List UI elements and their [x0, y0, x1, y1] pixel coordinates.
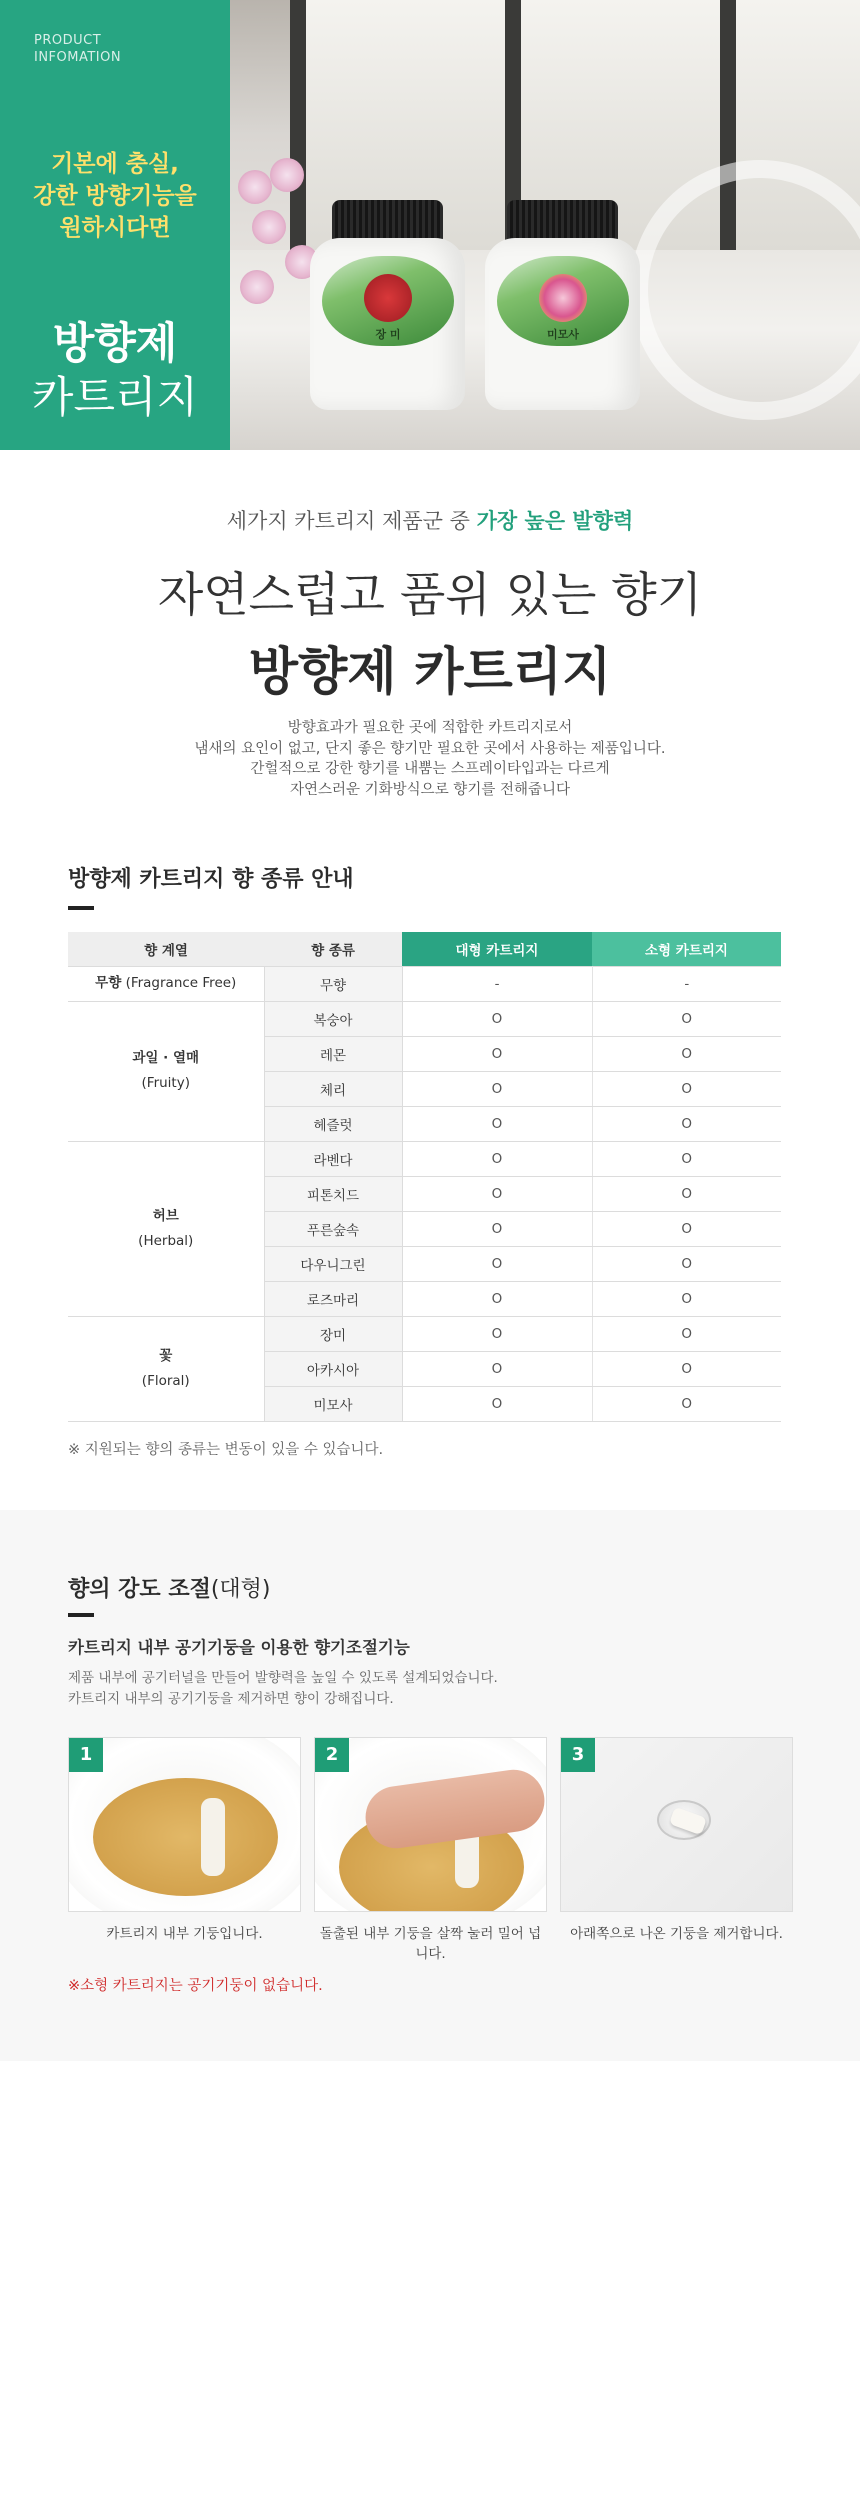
scent-name: 무향 [264, 966, 402, 1001]
scent-name: 복숭아 [264, 1001, 402, 1036]
large-availability: O [402, 1071, 592, 1106]
group-name-en: (Herbal) [138, 1232, 194, 1249]
group-name-en: (Fruity) [141, 1075, 190, 1091]
scent-name: 헤즐럿 [264, 1106, 402, 1141]
jar-label-rose: 장 미 [375, 328, 401, 341]
step-caption: 카트리지 내부 기둥입니다. [106, 1926, 263, 1942]
scent-name: 다우니그린 [264, 1246, 402, 1281]
desc-line: 카트리지 내부의 공기기둥을 제거하면 향이 강해집니다. [68, 1691, 394, 1707]
step-caption: 아래쪽으로 나온 기둥을 제거합니다. [570, 1926, 783, 1942]
header-scent: 향 종류 [264, 932, 402, 966]
intensity-subtitle: 카트리지 내부 공기기둥을 이용한 향기조절기능 [68, 1638, 410, 1657]
title-underline [68, 906, 94, 910]
title-underline [68, 1613, 94, 1617]
small-availability: O [592, 1246, 781, 1281]
small-availability: O [592, 1281, 781, 1316]
large-availability: O [402, 1141, 592, 1176]
tagline-line: 원하시다면 [59, 215, 171, 241]
small-availability: O [592, 1386, 781, 1421]
group-cell [68, 1316, 264, 1421]
tagline-line: 강한 방향기능을 [33, 183, 197, 209]
scent-name: 레몬 [264, 1036, 402, 1071]
table-row [68, 1141, 781, 1176]
large-availability: - [402, 966, 592, 1001]
scent-table [68, 932, 781, 1422]
desc-line: 제품 내부에 공기터널을 만들어 발향력을 높일 수 있도록 설계되었습니다. [68, 1670, 498, 1686]
sub-prefix: 세가지 카트리지 제품군 중 [226, 509, 477, 533]
headline-1: 자연스럽고 품위 있는 향기 [157, 568, 703, 623]
group-cell [68, 1001, 264, 1141]
scent-name: 라벤다 [264, 1141, 402, 1176]
table-row [68, 1001, 781, 1036]
large-availability: O [402, 1176, 592, 1211]
small-availability: O [592, 1071, 781, 1106]
table-row [68, 966, 781, 1001]
desc-line: 간헐적으로 강한 향기를 내뿜는 스프레이타입과는 다르게 [250, 761, 610, 777]
scent-name: 푸른숲속 [264, 1211, 402, 1246]
tagline-line: 기본에 충실, [51, 151, 179, 177]
small-availability: - [592, 966, 781, 1001]
scent-table-note: ※ 지원되는 향의 종류는 변동이 있을 수 있습니다. [68, 1442, 384, 1458]
step-number-badge: 1 [69, 1738, 103, 1772]
small-availability: O [592, 1351, 781, 1386]
intensity-description [68, 1668, 498, 1710]
header-family: 향 계열 [68, 932, 264, 966]
scent-name: 장미 [264, 1316, 402, 1351]
intensity-title-light: (대형) [210, 1577, 271, 1602]
scent-name: 아카시아 [264, 1351, 402, 1386]
large-availability: O [402, 1211, 592, 1246]
intensity-section [0, 1510, 860, 2061]
headline-2: 방향제 카트리지 [248, 643, 612, 702]
jar-label-mimosa: 미모사 [547, 328, 579, 341]
large-availability: O [402, 1246, 592, 1281]
group-cell [68, 1141, 264, 1316]
scent-name: 피톤치드 [264, 1176, 402, 1211]
large-availability: O [402, 1386, 592, 1421]
hero-title-bold: 방향제 [52, 319, 178, 369]
group-name: 허브 [152, 1207, 179, 1224]
group-name-en: (Floral) [141, 1372, 190, 1389]
sub-highlight: 가장 높은 발향력 [476, 509, 634, 533]
scent-name: 미모사 [264, 1386, 402, 1421]
scent-name: 로즈마리 [264, 1281, 402, 1316]
scent-name: 체리 [264, 1071, 402, 1106]
scent-table-title: 방향제 카트리지 향 종류 안내 [68, 867, 354, 892]
step-number-badge: 2 [315, 1738, 349, 1772]
air-column [201, 1798, 225, 1876]
small-availability: O [592, 1141, 781, 1176]
small-cartridge-warning: ※소형 카트리지는 공기기둥이 없습니다. [68, 1978, 323, 1994]
step-number-badge: 3 [561, 1738, 595, 1772]
group-name: 무향 [95, 975, 122, 991]
step-caption: 돌출된 내부 기둥을 살짝 눌러 밀어 넙니다. [319, 1926, 542, 1962]
step-1-image [68, 1737, 301, 1912]
desc-line: 방향효과가 필요한 곳에 적합한 카트리지로서 [287, 720, 573, 736]
small-availability: O [592, 1106, 781, 1141]
intro-subheading [0, 505, 860, 535]
group-cell [68, 966, 264, 1001]
group-name-en: (Fragrance Free) [125, 975, 237, 991]
product-info-line: PRODUCT [34, 33, 102, 48]
small-availability: O [592, 1316, 781, 1351]
small-availability: O [592, 1001, 781, 1036]
group-name: 과일 · 열매 [132, 1050, 200, 1066]
header-small: 소형 카트리지 [592, 932, 781, 966]
large-availability: O [402, 1351, 592, 1386]
table-row [68, 1316, 781, 1351]
step-2-image [314, 1737, 547, 1912]
large-availability: O [402, 1316, 592, 1351]
hero-title-light: 카트리지 [31, 373, 199, 423]
intensity-title-bold: 향의 강도 조절 [68, 1577, 211, 1602]
small-availability: O [592, 1036, 781, 1071]
large-availability: O [402, 1106, 592, 1141]
small-availability: O [592, 1211, 781, 1246]
large-availability: O [402, 1036, 592, 1071]
intensity-title [68, 1572, 271, 1603]
large-availability: O [402, 1281, 592, 1316]
group-name: 꽃 [159, 1347, 173, 1364]
small-availability: O [592, 1176, 781, 1211]
large-availability: O [402, 1001, 592, 1036]
desc-line: 자연스러운 기화방식으로 향기를 전해줍니다 [290, 781, 570, 798]
intro-description [0, 718, 860, 800]
desc-line: 냄새의 요인이 없고, 단지 좋은 향기만 필요한 곳에서 사용하는 제품입니다. [194, 740, 666, 757]
product-info-line: INFOMATION [34, 50, 122, 65]
step-3-image [560, 1737, 793, 1912]
header-large: 대형 카트리지 [402, 932, 592, 966]
